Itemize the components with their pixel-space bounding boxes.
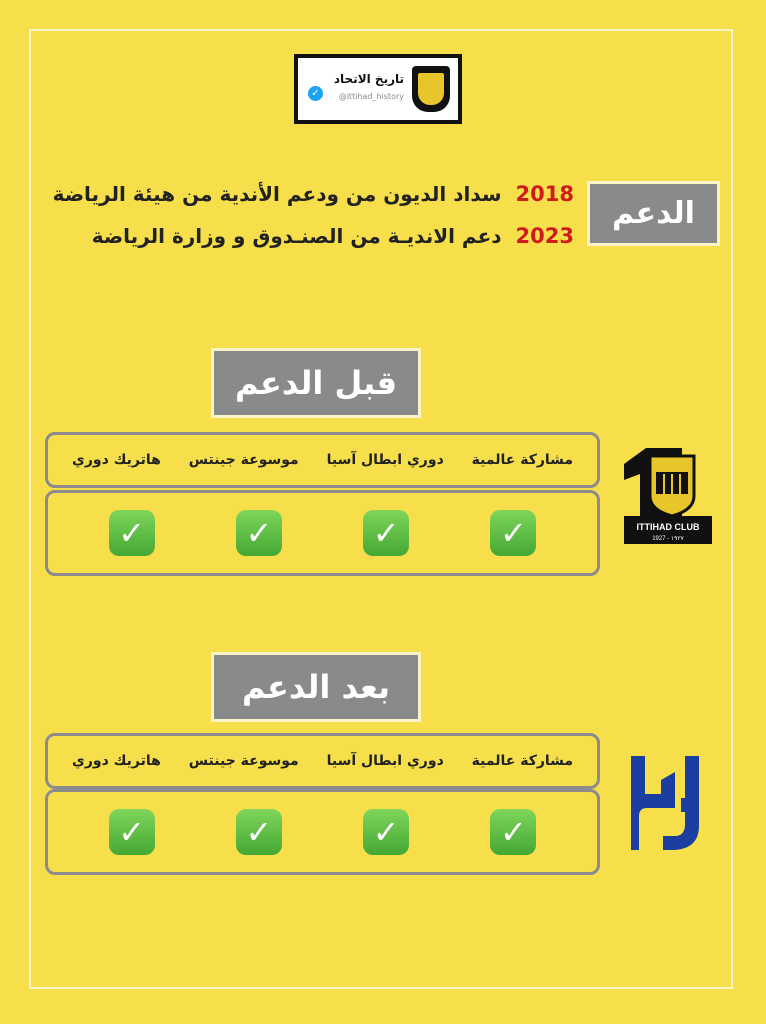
label-world-participation: مشاركة عالمية — [471, 753, 574, 769]
label-world-participation: مشاركة عالمية — [471, 452, 574, 468]
label-asia-champions: دوري ابطال آسيا — [326, 753, 444, 769]
year-2018: 2018 — [515, 182, 574, 206]
support-text-2023: دعم الانديـة من الصنـدوق و وزارة الرياضة — [91, 224, 502, 248]
ittihad-crest-icon — [412, 66, 450, 112]
account-name: تاريخ الاتحاد — [333, 72, 404, 86]
account-handle: @ittihad_history — [338, 92, 404, 101]
check-icon: ✓ — [109, 510, 155, 556]
support-text-2018: سداد الديون من ودعم الأندية من هيئة الرياضة — [52, 182, 502, 206]
label-guinness: موسوعة جينتس — [188, 753, 299, 769]
check-icon: ✓ — [236, 809, 282, 855]
ittihad-logo-years: 1927 - ١٩٢٧ — [652, 536, 684, 542]
after-checks-row — [45, 789, 600, 875]
year-2023: 2023 — [515, 224, 574, 248]
verified-icon: ✓ — [308, 86, 323, 101]
after-labels-row — [45, 733, 600, 789]
check-icon: ✓ — [363, 809, 409, 855]
before-title: قبل الدعم — [211, 348, 421, 418]
ittihad-logo — [620, 444, 715, 549]
label-guinness: موسوعة جينتس — [188, 452, 299, 468]
hilal-logo — [625, 750, 710, 855]
check-icon: ✓ — [109, 809, 155, 855]
label-asia-champions: دوري ابطال آسيا — [326, 452, 444, 468]
before-labels-row — [45, 432, 600, 488]
label-league-hattrick: هاتريك دوري — [71, 452, 161, 468]
ittihad-logo-text: ITTIHAD CLUB — [636, 522, 700, 532]
support-label: الدعم — [587, 181, 720, 246]
before-checks-row — [45, 490, 600, 576]
check-icon: ✓ — [490, 809, 536, 855]
check-icon: ✓ — [363, 510, 409, 556]
after-title: بعد الدعم — [211, 652, 421, 722]
check-icon: ✓ — [490, 510, 536, 556]
support-line-2018 — [53, 179, 574, 209]
account-badge — [294, 54, 462, 124]
label-league-hattrick: هاتريك دوري — [71, 753, 161, 769]
support-line-2023 — [92, 221, 574, 251]
check-icon: ✓ — [236, 510, 282, 556]
